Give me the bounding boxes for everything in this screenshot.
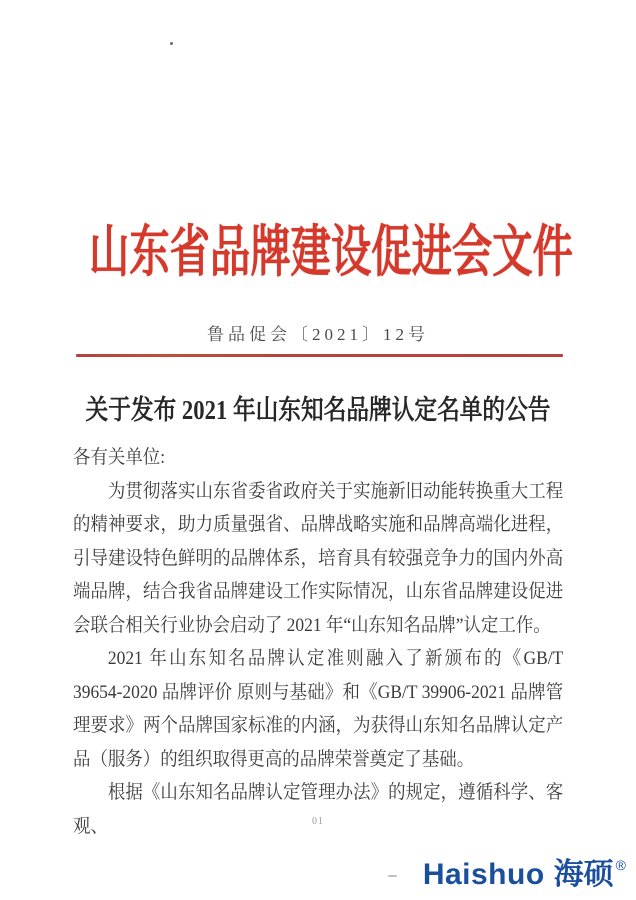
letterhead-title: 山东省品牌建设促进会文件	[89, 222, 573, 284]
logo-chinese-text: 海硕	[553, 858, 614, 891]
page-number: 01	[312, 816, 324, 827]
body-paragraph: 根据《山东知名品牌认定管理办法》的规定，遵循科学、客观、	[73, 782, 564, 837]
haishuo-brand-logo	[423, 858, 626, 892]
salutation: 各有关单位:	[73, 447, 166, 468]
document-number: 鲁品促会〔2021〕12号	[207, 325, 429, 344]
document-body	[73, 441, 563, 843]
scan-artifact-dash	[388, 875, 397, 877]
registered-trademark-icon: ®	[615, 857, 626, 873]
body-paragraph: 2021 年山东知名品牌认定准则融入了新颁布的《GB/T 39654-2020 品牌评价 原则与基础》和《GB/T 39906-2021 品牌管理要求》两个品牌国家标准的内涵，为获得山东知名品牌认定产品（服务）的组织取得更高的品牌荣誉奠定了基础。	[73, 648, 564, 770]
document-title: 关于发布 2021 年山东知名品牌认定名单的公告	[85, 395, 551, 425]
red-divider-rule	[76, 354, 563, 357]
body-paragraph: 为贯彻落实山东省委省政府关于实施新旧动能转换重大工程的精神要求，助力质量强省、品牌战略实施和品牌高端化进程，引导建设特色鲜明的品牌体系，培育具有较强竞争力的国内外高端品牌，结合我省品牌建设工作实际情况，山东省品牌建设促进会联合相关行业协会启动了 2021 年“山东知名品牌”认定工作。	[73, 480, 564, 636]
logo-latin-text: Haishuo	[422, 858, 545, 891]
scan-artifact-speck	[170, 42, 173, 45]
